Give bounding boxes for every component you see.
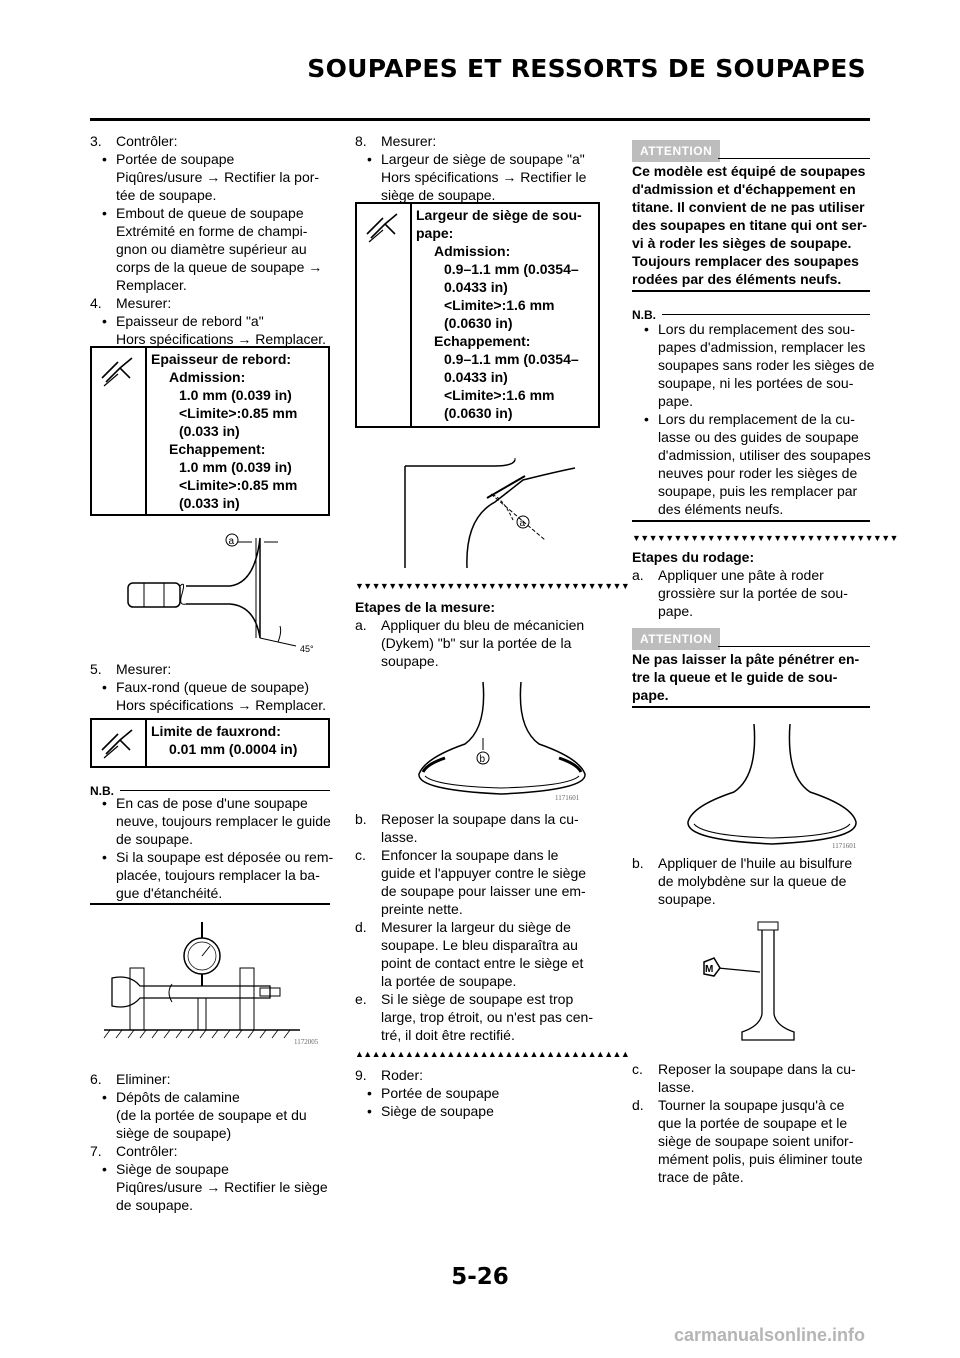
valve-margin-figure [120, 528, 330, 658]
valve-stem-oil-figure [692, 918, 842, 1048]
steps-end-marker: ▲▲▲▲▲▲▲▲▲▲▲▲▲▲▲▲▲▲▲▲▲▲▲▲▲▲▲▲▲▲▲▲▲ [355, 1049, 630, 1059]
measure-steps-b-e: b. Reposer la soupape dans la cu- lasse. c. Enfoncer la soupape dans le guide et l'appuyer contre le siège de soupape pour laisser une em- preinte nette. d. Mesurer la largeur du siège de soupape. Le bleu disparaîtra au point de contact entre le siège et la portée de soupape. e. Si le siège de soupape est trop large, trop étroit, ou n'est pas cen- tré, il doit être rectifié. [355, 811, 594, 1043]
spec-box-fauxrond [90, 718, 330, 768]
step-9: 9. Roder: • Portée de soupape • Siège de soupape [355, 1066, 600, 1120]
nb-notes: • Lors du remplacement des sou- papes d'admission, remplacer les soupapes sans roder les sièges de soupape, ni les portées de sou- pape. • Lors du remplacement de la cu- lasse ou des guides de soupape d'admission, utiliser des soupapes neuves pour roder les sièges de soupape, puis les remplacer par des éléments neufs. [632, 320, 870, 518]
attention-end-rule [632, 290, 870, 292]
nb-heading: N.B. [632, 304, 870, 324]
valve-lapping-figure [672, 722, 872, 852]
watermark: carmanualsonline.info [673, 1325, 865, 1345]
page-number: 5-26 [451, 1264, 509, 1290]
lapping-step-b: b. Appliquer de l'huile au bisulfure de molybdène sur la queue de soupape. [632, 855, 853, 907]
label-a: a [519, 518, 526, 529]
steps-start-marker: ▼▼▼▼▼▼▼▼▼▼▼▼▼▼▼▼▼▼▼▼▼▼▼▼▼▼▼▼▼▼▼▼ [632, 533, 898, 543]
caliper-icon [92, 720, 147, 766]
spec-box-largeur-siege [355, 202, 600, 428]
attention-text-2: Ne pas laisser la pâte pénétrer en- tre la queue et le guide de sou- pape. [632, 651, 860, 703]
spec-text: Epaisseur de rebord: Admission: 1.0 mm (0.039 in) <Limite>:0.85 mm (0.033 in) Echappement: 1.0 mm (0.039 in) <Limite>:0.85 mm (0.033 in) [151, 351, 298, 511]
nb-end-rule [90, 903, 330, 905]
caliper-icon [357, 204, 412, 426]
spec-text: Largeur de siège de sou- pape: Admission: 0.9–1.1 mm (0.0354– 0.0433 in) <Limite>:1.6 mm (0.0630 in) Echappement: 0.9–1.1 mm (0.0354– 0.0433 in) <Limite>:1.6 mm (0.0630 in) [416, 207, 582, 421]
figure-code: 1171601 [555, 794, 580, 802]
label-b: b [479, 754, 486, 765]
steps-start-marker: ▼▼▼▼▼▼▼▼▼▼▼▼▼▼▼▼▼▼▼▼▼▼▼▼▼▼▼▼▼▼▼▼▼ [355, 581, 630, 591]
spec-text: Limite de fauxrond: 0.01 mm (0.0004 in) [151, 723, 298, 757]
valve-seat-width-figure [395, 458, 585, 578]
measure-steps-a: Etapes de la mesure: a. Appliquer du bleu de mécanicien (Dykem) "b" sur la portée de la soupape. [355, 599, 585, 669]
lapping-steps-a: Etapes du rodage: a. Appliquer une pâte à roder grossière sur la portée de sou- pape. [632, 549, 848, 619]
step-8: 8. Mesurer: • Largeur de siège de soupape "a" Hors spécifications → Rectifier le siège de soupape. [355, 132, 600, 204]
valve-blue-figure [405, 678, 595, 803]
steps-6-7: 6. Eliminer: • Dépôts de calamine (de la portée de soupape et du siège de soupape) 7. Contrôler: • Siège de soupape Piqûres/usure → Rectifier le siège de soupape. [90, 1070, 330, 1214]
attention-heading: ATTENTION [632, 628, 870, 650]
nb-heading: N.B. [90, 780, 330, 800]
runout-dial-figure [100, 918, 330, 1048]
nb-end-rule [632, 520, 870, 522]
header-rule [90, 118, 870, 121]
nb-notes: • En cas de pose d'une soupape neuve, toujours remplacer le guide de soupape. • Si la soupape est déposée ou rem- placée, toujours remplacer la ba- gue d'étanchéité. [90, 794, 330, 902]
angle-label: 45° [300, 644, 314, 654]
caliper-icon [92, 348, 147, 514]
label-m: M [705, 964, 714, 975]
lapping-steps-c-d: c. Reposer la soupape dans la cu- lasse. d. Tourner la soupape jusqu'à ce que la portée de soupape et le siège de soupape soient unifor- mément polis, puis éliminer toute trace de pâte. [632, 1061, 863, 1185]
attention-heading: ATTENTION [632, 140, 870, 162]
label-a: a [228, 536, 235, 547]
step-3: 3. Contrôler: • Portée de soupape Piqûres/usure → Rectifier la por- tée de soupape. • Embout de queue de soupape Extrémité en forme de champi- gnon ou diamètre supérieur au corps de la queue de soupape → Remplacer. 4. Mesurer: • Epaisseur de rebord "a" Hors spécifications → Remplacer. [90, 132, 330, 348]
step-5: 5. Mesurer: • Faux-rond (queue de soupape) Hors spécifications → Remplacer. [90, 660, 330, 714]
figure-code: 1171601 [832, 842, 857, 850]
spec-box-rebord [90, 346, 330, 516]
attention-text-1: Ce modèle est équipé de soupapes d'admission et d'échappement en titane. Il convient de ne pas utiliser des soupapes en titane qui ont ser- vi à roder les sièges de soupape. Toujours remplacer des soupapes rodées par des éléments neufs. [632, 163, 867, 287]
figure-code: 1172005 [294, 1038, 319, 1046]
attention-end-rule [632, 706, 870, 708]
page-title: SOUPAPES ET RESSORTS DE SOUPAPES [307, 54, 866, 83]
